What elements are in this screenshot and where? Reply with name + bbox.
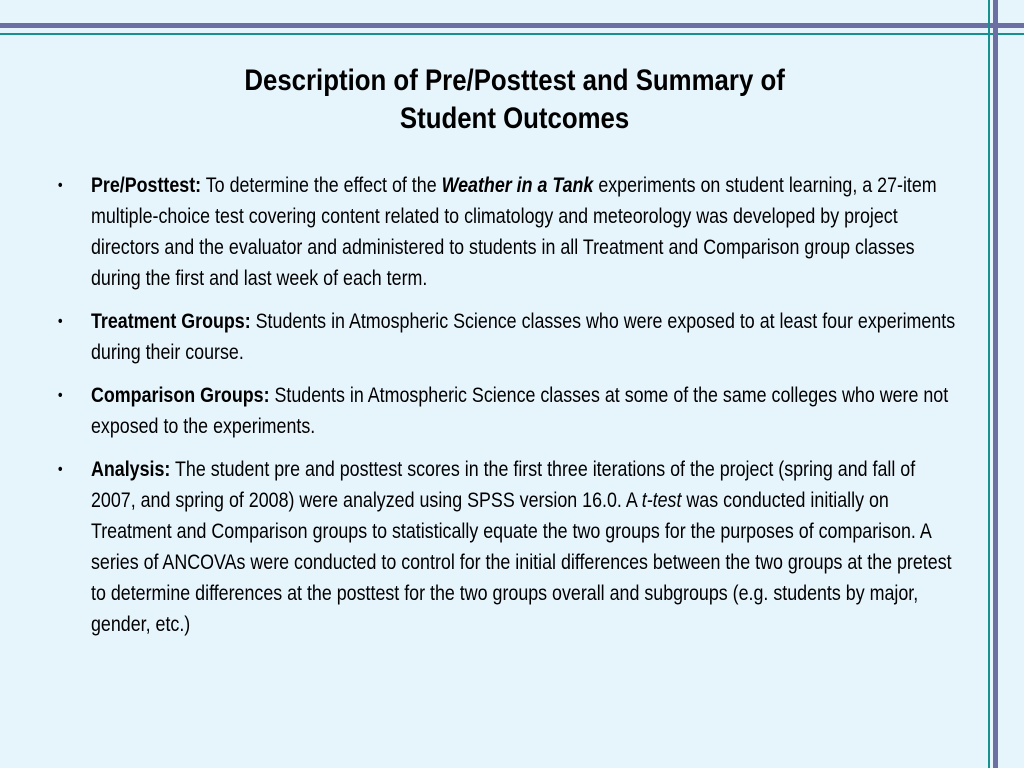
bullet-text: The student pre and posttest scores in the first three iterations of the project (spring and fall of 2007, and spring of 2008) were analyzed using SPSS version 16.0. A	[91, 458, 916, 512]
bullet-text: experiments on student learning, a 27-item multiple-choice test covering content related to climatology and meteorology was developed by project directors and the evaluator and administered to students in all Treatment and Comparison group classes during the first and last week of each term.	[91, 174, 937, 290]
bullet-emphasis: Weather in a Tank	[441, 174, 594, 197]
top-border-rule	[0, 23, 1024, 28]
right-border-rule	[993, 0, 998, 768]
bullet-marker: •	[57, 461, 63, 478]
bullet-marker: •	[57, 177, 63, 194]
bullet-analysis	[57, 454, 958, 640]
slide-title	[72, 62, 958, 138]
bullet-text: Students in Atmospheric Science classes who were exposed to at least four experiments during their course.	[91, 310, 956, 364]
top-border-accent-rule	[0, 33, 1024, 35]
bullet-list	[57, 170, 958, 652]
bullet-comparison-groups	[57, 380, 958, 442]
bullet-lead: Analysis:	[91, 458, 171, 481]
bullet-marker: •	[57, 313, 63, 330]
right-border-accent-rule	[988, 0, 990, 768]
bullet-text: was conducted initially on Treatment and Comparison groups to statistically equate the two groups for the purposes of comparison. A series of ANCOVAs were conducted to control for the initial differences between the two groups at the pretest to determine differences at the posttest for the two groups overall and subgroups (e.g. students by major, gender, etc.)	[91, 489, 952, 636]
bullet-text: To determine the effect of the	[201, 174, 442, 197]
bullet-lead: Treatment Groups:	[91, 310, 251, 333]
bullet-marker: •	[57, 387, 63, 404]
bullet-text: Students in Atmospheric Science classes at some of the same colleges who were not exposed to the experiments.	[91, 384, 949, 438]
bullet-lead: Pre/Posttest:	[91, 174, 202, 197]
bullet-pre-posttest	[57, 170, 958, 294]
slide-title-line-1: Description of Pre/Posttest and Summary of	[244, 64, 785, 97]
slide-title-line-2: Student Outcomes	[399, 102, 630, 135]
bullet-treatment-groups	[57, 306, 958, 368]
bullet-italic-term: t-test	[641, 489, 682, 512]
bullet-lead: Comparison Groups:	[91, 384, 270, 407]
